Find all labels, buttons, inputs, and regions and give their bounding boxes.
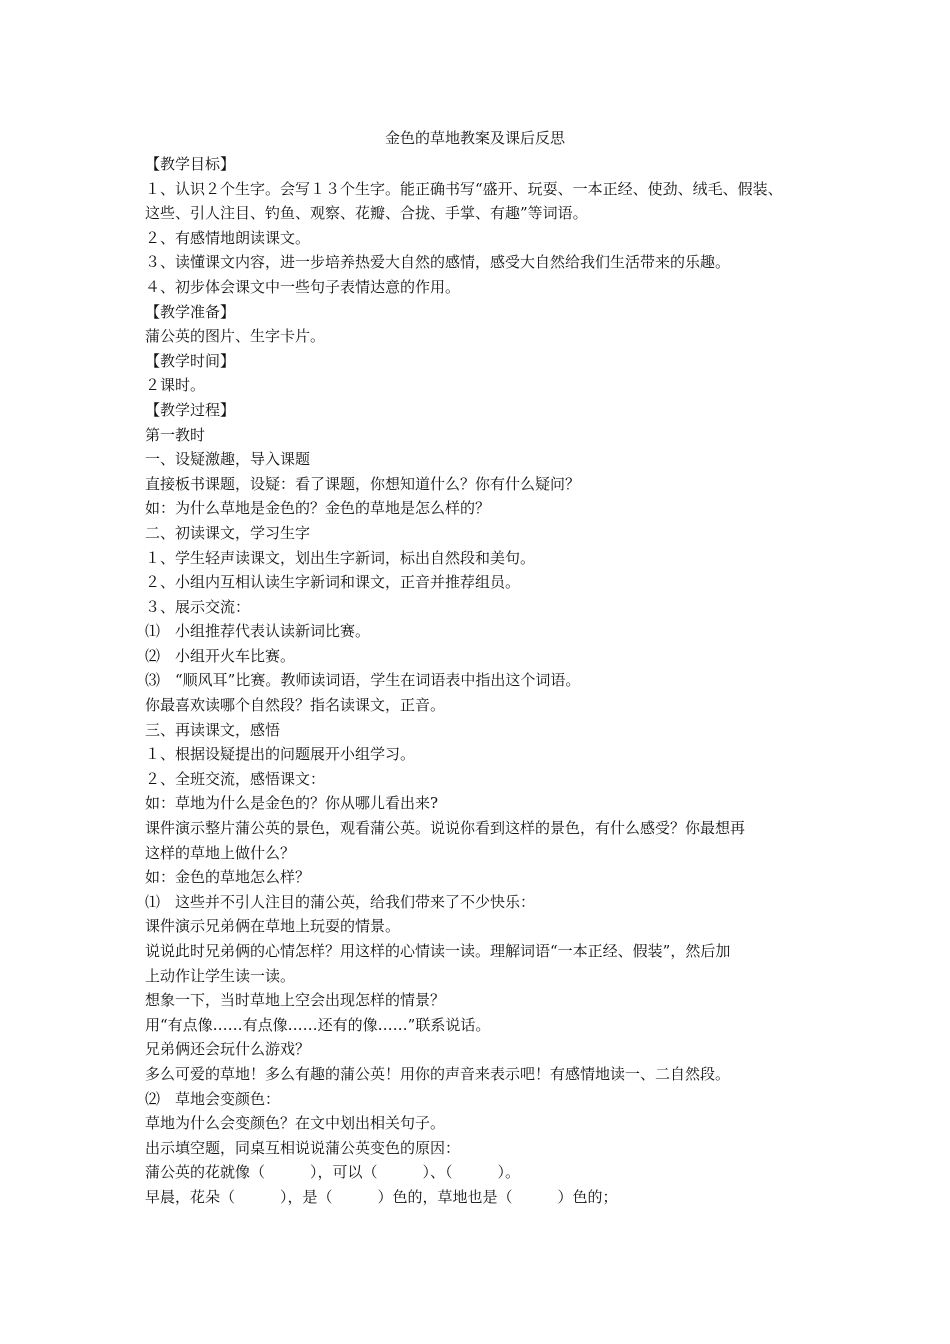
text-line: ⑴ 这些并不引人注目的蒲公英，给我们带来了不少快乐： xyxy=(145,892,536,911)
text-line: ⑶ “顺风耳”比赛。教师读词语，学生在词语表中指出这个词语。 xyxy=(145,671,581,690)
text-line: ４、初步体会课文中一些句子表情达意的作用。 xyxy=(145,277,461,296)
text-line: 如：为什么草地是金色的？金色的草地是怎么样的？ xyxy=(145,499,491,518)
text-line: 你最喜欢读哪个自然段？指名读课文，正音。 xyxy=(145,696,446,715)
text-line: ３、读懂课文内容，进一步培养热爱大自然的感情，感受大自然给我们生活带来的乐趣。 xyxy=(145,253,731,272)
text-line: ３、展示交流： xyxy=(145,597,251,616)
document-title: 金色的草地教案及课后反思 xyxy=(384,129,565,147)
text-line: 【教学过程】 xyxy=(145,400,236,419)
text-line: ⑵ 草地会变颜色： xyxy=(145,1089,281,1108)
text-line: 如：草地为什么是金色的？你从哪儿看出来? xyxy=(145,794,439,813)
text-line: 课件演示整片蒲公英的景色，观看蒲公英。说说你看到这样的景色，有什么感受？你最想再 xyxy=(145,819,746,838)
text-line: 说说此时兄弟俩的心情怎样？用这样的心情读一读。理解词语“一本正经、假装”，然后加 xyxy=(145,942,731,960)
text-line: 想象一下，当时草地上空会出现怎样的情景？ xyxy=(145,991,446,1010)
text-line: 【教学准备】 xyxy=(145,302,236,321)
text-line: 如：金色的草地怎么样？ xyxy=(145,868,311,887)
document-body xyxy=(145,152,815,1210)
text-line: 草地为什么会变颜色？在文中划出相关句子。 xyxy=(145,1114,446,1133)
text-line: 兄弟俩还会玩什么游戏？ xyxy=(145,1040,311,1059)
text-line: ⑴ 小组推荐代表认读新词比赛。 xyxy=(145,622,371,641)
text-line: 多么可爱的草地！多么有趣的蒲公英！用你的声音来表示吧！有感情地读一、二自然段。 xyxy=(145,1064,731,1083)
text-line: 这样的草地上做什么？ xyxy=(145,843,296,862)
text-line: 蒲公英的花就像（ ），可以（ ）、（ ）。 xyxy=(145,1163,521,1182)
text-line: 第一教时 xyxy=(145,425,206,444)
text-line: １、认识２个生字。会写１３个生字。能正确书写“盛开、玩耍、一本正经、使劲、绒毛、假装、 xyxy=(145,179,783,198)
text-line: ２、有感情地朗读课文。 xyxy=(145,228,311,247)
text-line: 一、设疑激趣，导入课题 xyxy=(145,450,311,469)
text-line: 【教学目标】 xyxy=(145,155,236,173)
text-line: ⑵ 小组开火车比赛。 xyxy=(145,646,296,665)
text-line: １、根据设疑提出的问题展开小组学习。 xyxy=(145,745,416,764)
text-line: 出示填空题，同桌互相说说蒲公英变色的原因： xyxy=(145,1138,461,1157)
text-line: 这些、引人注目、钓鱼、观察、花瓣、合拢、手掌、有趣”等词语。 xyxy=(145,204,588,223)
text-line: 上动作让学生读一读。 xyxy=(145,966,296,985)
text-line: 早晨，花朵（ ），是（ ）色的，草地也是（ ）色的； xyxy=(145,1187,618,1206)
text-line: 直接板书课题，设疑：看了课题，你想知道什么？你有什么疑问？ xyxy=(145,474,581,493)
text-line: ２、小组内互相认读生字新词和课文，正音并推荐组员。 xyxy=(145,573,521,592)
text-line: 用“有点像……有点像……还有的像……”联系说话。 xyxy=(145,1015,491,1034)
text-line: ２、全班交流，感悟课文： xyxy=(145,769,326,788)
text-line: 【教学时间】 xyxy=(145,351,236,370)
text-line: 三、再读课文，感悟 xyxy=(145,720,281,739)
text-line: 二、初读课文，学习生字 xyxy=(145,523,311,542)
text-line: 蒲公英的图片、生字卡片。 xyxy=(145,327,326,346)
text-line: １、学生轻声读课文，划出生字新词，标出自然段和美句。 xyxy=(145,548,536,567)
text-line: ２课时。 xyxy=(145,376,206,395)
text-line: 课件演示兄弟俩在草地上玩耍的情景。 xyxy=(145,917,401,936)
